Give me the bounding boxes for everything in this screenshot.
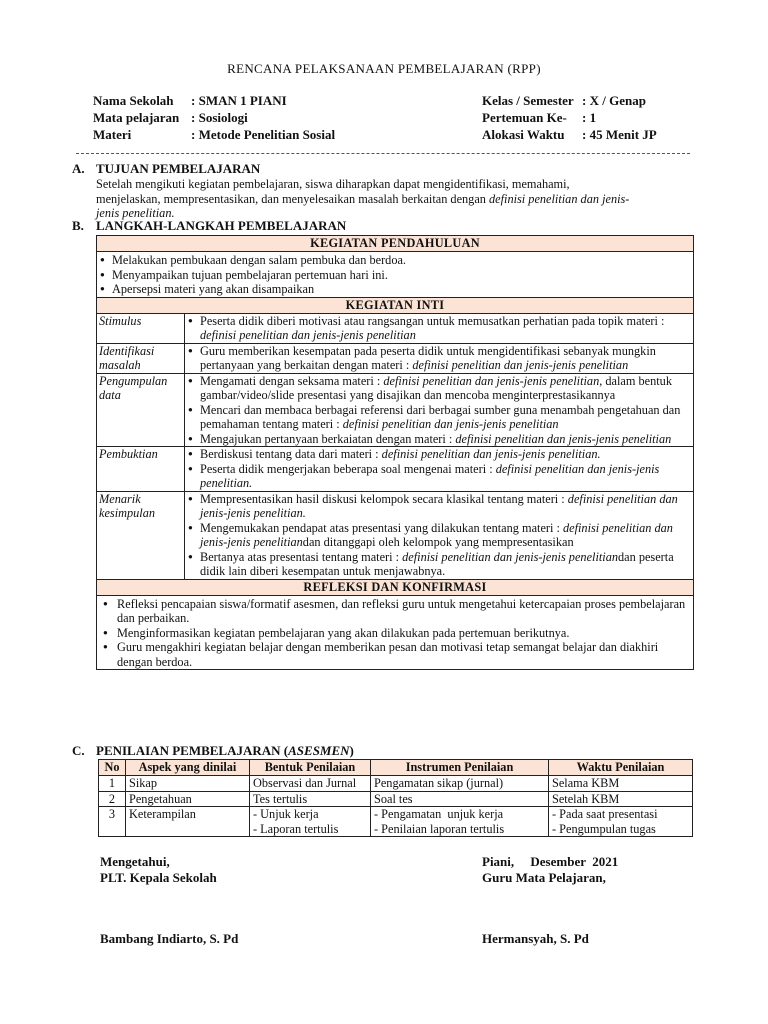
info-right: Kelas / Semester : X / Genap Pertemuan Ke- : 1 Alokasi Waktu : 45 Menit JP — [482, 93, 657, 142]
activity-list — [185, 374, 693, 447]
signature-right: Piani, Desember 2021 Guru Mata Pelajaran, — [482, 854, 619, 885]
aspect-cell: Pengetahuan — [126, 791, 250, 807]
info-value: 1 — [589, 110, 597, 125]
activity-list — [185, 314, 693, 343]
list-item: ● Guru mengakhiri kegiatan belajar dengan memberikan pesan dan motivasi tetap semangat belajar dan diakhiri dengan berdoa. — [97, 640, 693, 669]
column-header: No — [99, 760, 126, 776]
list-item: ● Menyampaikan tujuan pembelajaran pertemuan hari ini. — [97, 268, 693, 283]
pendahuluan-list — [97, 253, 693, 297]
inti-stage-label: Stimulus — [97, 313, 185, 343]
activity-list — [185, 344, 693, 373]
activity-list — [185, 447, 693, 491]
row-number: 3 — [99, 807, 126, 837]
info-label: Materi — [93, 127, 132, 142]
info-label: Kelas / Semester — [482, 93, 574, 108]
table-row — [99, 776, 693, 792]
info-value: SMAN 1 PIANI — [198, 93, 287, 108]
list-item: ● Mengemukakan pendapat atas presentasi yang dilakukan tentang materi : definisi penelitian dan jenis-jenis penelitiandan ditanggapi oleh kelompok yang mempresentasikan — [185, 521, 693, 550]
inti-row — [97, 313, 694, 343]
inti-activities — [185, 343, 694, 373]
column-header: Instrumen Penilaian — [371, 760, 549, 776]
list-item: ● Mengajukan pertanyaan berkaiatan dengan materi : definisi penelitian dan jenis-jenis penelitian — [185, 432, 693, 447]
list-item: ● Guru memberikan kesempatan pada peserta didik untuk mengidentifikasi sebanyak mungkin pertanyaan yang berkaitan dengan materi : definisi penelitian dan jenis-jenis penelitian — [185, 344, 693, 373]
info-value: 45 Menit JP — [589, 127, 657, 142]
row-number: 1 — [99, 776, 126, 792]
list-item: ● Mempresentasikan hasil diskusi kelompok secara klasikal tentang materi : definisi penelitian dan jenis-jenis penelitian. — [185, 492, 693, 521]
learning-steps-table — [96, 235, 694, 670]
inti-stage-label: Pembuktian — [97, 447, 185, 492]
aspect-cell: Keterampilan — [126, 807, 250, 837]
inti-activities — [185, 491, 694, 579]
section-b-heading: B. LANGKAH-LANGKAH PEMBELAJARAN — [72, 218, 347, 233]
section-c-heading: C. PENILAIAN PEMBELAJARAN (ASESMEN) — [72, 743, 354, 758]
inti-rows — [97, 313, 694, 579]
info-value: Sosiologi — [198, 110, 248, 125]
refleksi-cell — [97, 595, 694, 670]
waktu-cell: Setelah KBM — [549, 791, 693, 807]
aspect-cell: Sikap — [126, 776, 250, 792]
instrumen-cell: Soal tes — [371, 791, 549, 807]
section-a-text: Setelah mengikuti kegiatan pembelajaran, siswa diharapkan dapat mengidentifikasi, memahami, menjelaskan, mempresentasikan, dan menyelesaikan masalah berkaitan dengan definisi penelitian dan jenis- jenis penelitian. — [96, 177, 630, 220]
list-item: ● Mencari dan membaca berbagai referensi dari berbagai sumber guna menambah pengetahuan dan pemahaman tentang materi : definisi penelitian dan jenis-jenis penelitian — [185, 403, 693, 432]
info-label: Alokasi Waktu — [482, 127, 565, 142]
inti-row — [97, 491, 694, 579]
section-a-heading: A. TUJUAN PEMBELAJARAN — [72, 161, 261, 176]
info-value: Metode Penelitian Sosial — [198, 127, 336, 142]
info-label: Nama Sekolah — [93, 93, 174, 108]
column-header: Aspek yang dinilai — [126, 760, 250, 776]
dashed-divider — [76, 153, 690, 154]
info-label: Pertemuan Ke- — [482, 110, 567, 125]
instrumen-cell: - Pengamatan unjuk kerja - Penilaian laporan tertulis — [371, 807, 549, 837]
info-label: Mata pelajaran — [93, 110, 180, 125]
header-pendahuluan: KEGIATAN PENDAHULUAN — [97, 236, 694, 252]
list-item: ● Berdiskusi tentang data dari materi : definisi penelitian dan jenis-jenis penelitian. — [185, 447, 693, 462]
pendahuluan-cell — [97, 252, 694, 298]
bentuk-cell: Tes tertulis — [250, 791, 371, 807]
waktu-cell: - Pada saat presentasi - Pengumpulan tugas — [549, 807, 693, 837]
inti-stage-label: Menarik kesimpulan — [97, 491, 185, 579]
inti-activities — [185, 373, 694, 447]
column-header: Waktu Penilaian — [549, 760, 693, 776]
inti-activities — [185, 447, 694, 492]
waktu-cell: Selama KBM — [549, 776, 693, 792]
list-item: ● Apersepsi materi yang akan disampaikan — [97, 282, 693, 297]
inti-row — [97, 447, 694, 492]
teacher-name: Hermansyah, S. Pd — [482, 931, 589, 946]
row-number: 2 — [99, 791, 126, 807]
activity-list — [185, 492, 693, 579]
inti-stage-label: Pengumpulan data — [97, 373, 185, 447]
table-row — [99, 791, 693, 807]
list-item: ● Mengamati dengan seksama materi : definisi penelitian dan jenis-jenis penelitian, dalam bentuk gambar/video/slide presentasi yang disajikan dan mencoba menginterprestasikannya — [185, 374, 693, 403]
inti-activities — [185, 313, 694, 343]
principal-name: Bambang Indiarto, S. Pd — [100, 931, 239, 946]
info-left: Nama Sekolah : SMAN 1 PIANI Mata pelajaran : Sosiologi Materi : Metode Penelitian Sosial — [93, 93, 336, 142]
header-refleksi: REFLEKSI DAN KONFIRMASI — [97, 579, 694, 595]
inti-row — [97, 373, 694, 447]
header-inti: KEGIATAN INTI — [97, 297, 694, 313]
info-value: X / Genap — [589, 93, 646, 108]
refleksi-list — [97, 597, 693, 670]
inti-stage-label: Identifikasi masalah — [97, 343, 185, 373]
list-item: ● Melakukan pembukaan dengan salam pembuka dan berdoa. — [97, 253, 693, 268]
list-item: ● Peserta didik mengerjakan beberapa soal mengenai materi : definisi penelitian dan jenis-jenis penelitian. — [185, 462, 693, 491]
list-item: ● Refleksi pencapaian siswa/formatif asesmen, dan refleksi guru untuk mengetahui ketercapaian proses pembelajaran dan perbaikan. — [97, 597, 693, 626]
bentuk-cell: - Unjuk kerja - Laporan tertulis — [250, 807, 371, 837]
list-item: ● Peserta didik diberi motivasi atau rangsangan untuk memusatkan perhatian pada topik materi : definisi penelitian dan jenis-jenis penelitian — [185, 314, 693, 343]
list-item: ● Menginformasikan kegiatan pembelajaran yang akan dilakukan pada pertemuan berikutnya. — [97, 626, 693, 641]
column-header: Bentuk Penilaian — [250, 760, 371, 776]
signature-left: Mengetahui, PLT. Kepala Sekolah — [100, 854, 217, 885]
inti-row — [97, 343, 694, 373]
table-row — [99, 807, 693, 837]
assessment-table — [98, 759, 693, 837]
bentuk-cell: Observasi dan Jurnal — [250, 776, 371, 792]
list-item: ● Bertanya atas presentasi tentang materi : definisi penelitian dan jenis-jenis penelitiandan peserta didik lain diberi kesempatan untuk menjawabnya. — [185, 550, 693, 579]
instrumen-cell: Pengamatan sikap (jurnal) — [371, 776, 549, 792]
document-title: RENCANA PELAKSANAAN PEMBELAJARAN (RPP) — [227, 61, 541, 76]
